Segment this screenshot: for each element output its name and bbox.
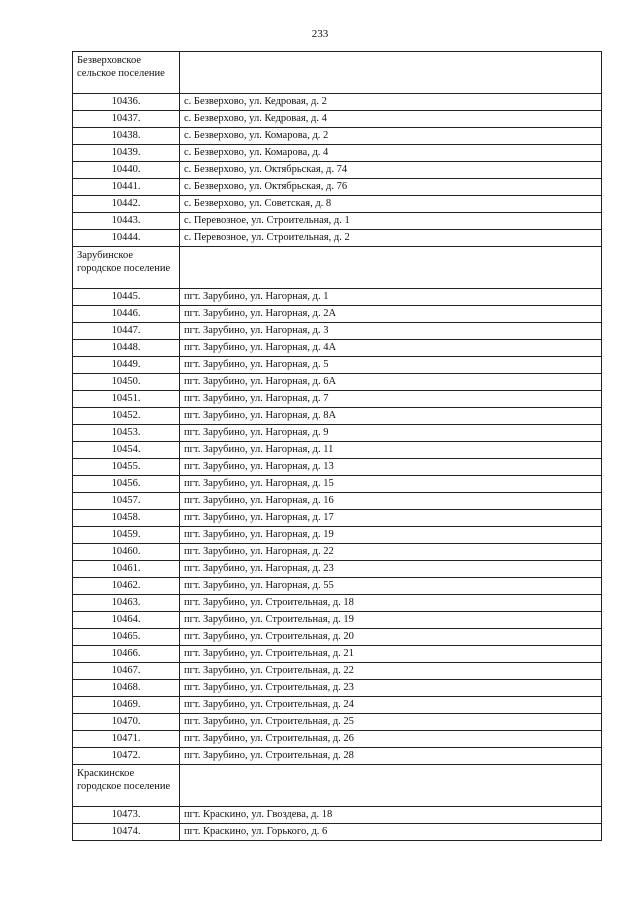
row-number: 10464. [73, 612, 180, 629]
table-row [73, 145, 602, 162]
row-number: 10472. [73, 748, 180, 765]
row-number: 10458. [73, 510, 180, 527]
row-address: пгт. Зарубино, ул. Нагорная, д. 22 [180, 544, 602, 561]
row-number: 10447. [73, 323, 180, 340]
table-row [73, 807, 602, 824]
row-number: 10451. [73, 391, 180, 408]
row-address: с. Безверхово, ул. Комарова, д. 4 [180, 145, 602, 162]
row-number: 10455. [73, 459, 180, 476]
row-address: пгт. Зарубино, ул. Строительная, д. 20 [180, 629, 602, 646]
row-number: 10440. [73, 162, 180, 179]
table-row [73, 323, 602, 340]
table-row [73, 595, 602, 612]
section-name: Безверховское сельское поселение [73, 52, 180, 94]
row-number: 10456. [73, 476, 180, 493]
row-address: пгт. Зарубино, ул. Нагорная, д. 19 [180, 527, 602, 544]
row-number: 10438. [73, 128, 180, 145]
registry-table-body [73, 52, 602, 841]
row-number: 10466. [73, 646, 180, 663]
row-address: пгт. Зарубино, ул. Нагорная, д. 23 [180, 561, 602, 578]
row-address: пгт. Краскино, ул. Гвоздева, д. 18 [180, 807, 602, 824]
row-address: пгт. Зарубино, ул. Нагорная, д. 16 [180, 493, 602, 510]
row-number: 10459. [73, 527, 180, 544]
page-number: 233 [311, 28, 329, 40]
row-address: с. Безверхово, ул. Комарова, д. 2 [180, 128, 602, 145]
row-address: с. Перевозное, ул. Строительная, д. 1 [180, 213, 602, 230]
row-address: с. Перевозное, ул. Строительная, д. 2 [180, 230, 602, 247]
row-number: 10436. [73, 94, 180, 111]
table-row [73, 476, 602, 493]
table-row [73, 230, 602, 247]
table-row [73, 663, 602, 680]
table-row [73, 408, 602, 425]
row-address: пгт. Зарубино, ул. Нагорная, д. 13 [180, 459, 602, 476]
row-address: пгт. Зарубино, ул. Нагорная, д. 9 [180, 425, 602, 442]
table-row [73, 714, 602, 731]
row-address: пгт. Зарубино, ул. Строительная, д. 21 [180, 646, 602, 663]
housing-registry-table [72, 51, 602, 841]
row-address: пгт. Зарубино, ул. Нагорная, д. 17 [180, 510, 602, 527]
row-address: с. Безверхово, ул. Кедровая, д. 2 [180, 94, 602, 111]
table-row [73, 510, 602, 527]
row-address: пгт. Зарубино, ул. Нагорная, д. 4А [180, 340, 602, 357]
row-address: пгт. Зарубино, ул. Нагорная, д. 1 [180, 289, 602, 306]
row-number: 10441. [73, 179, 180, 196]
row-address: пгт. Зарубино, ул. Нагорная, д. 55 [180, 578, 602, 595]
table-row [73, 128, 602, 145]
table-row [73, 544, 602, 561]
row-number: 10448. [73, 340, 180, 357]
table-row [73, 357, 602, 374]
row-number: 10471. [73, 731, 180, 748]
table-row [73, 340, 602, 357]
row-number: 10460. [73, 544, 180, 561]
table-row [73, 425, 602, 442]
row-address: с. Безверхово, ул. Кедровая, д. 4 [180, 111, 602, 128]
row-address: пгт. Зарубино, ул. Строительная, д. 23 [180, 680, 602, 697]
row-address: пгт. Зарубино, ул. Строительная, д. 26 [180, 731, 602, 748]
section-empty-cell [180, 765, 602, 807]
row-number: 10454. [73, 442, 180, 459]
row-number: 10470. [73, 714, 180, 731]
row-address: пгт. Зарубино, ул. Нагорная, д. 3 [180, 323, 602, 340]
row-number: 10449. [73, 357, 180, 374]
row-address: с. Безверхово, ул. Советская, д. 8 [180, 196, 602, 213]
row-address: пгт. Зарубино, ул. Нагорная, д. 6А [180, 374, 602, 391]
row-number: 10452. [73, 408, 180, 425]
row-number: 10437. [73, 111, 180, 128]
row-number: 10443. [73, 213, 180, 230]
row-number: 10463. [73, 595, 180, 612]
row-address: с. Безверхово, ул. Октябрьская, д. 76 [180, 179, 602, 196]
row-address: пгт. Зарубино, ул. Нагорная, д. 11 [180, 442, 602, 459]
table-row [73, 612, 602, 629]
row-number: 10467. [73, 663, 180, 680]
table-row [73, 306, 602, 323]
table-row [73, 374, 602, 391]
section-header-row [73, 247, 602, 289]
row-number: 10461. [73, 561, 180, 578]
table-row [73, 179, 602, 196]
row-number: 10453. [73, 425, 180, 442]
table-row [73, 646, 602, 663]
row-address: пгт. Зарубино, ул. Строительная, д. 25 [180, 714, 602, 731]
row-address: пгт. Зарубино, ул. Строительная, д. 19 [180, 612, 602, 629]
table-row [73, 680, 602, 697]
row-number: 10468. [73, 680, 180, 697]
row-address: пгт. Зарубино, ул. Нагорная, д. 8А [180, 408, 602, 425]
row-number: 10465. [73, 629, 180, 646]
section-header-row [73, 52, 602, 94]
table-row [73, 213, 602, 230]
row-address: с. Безверхово, ул. Октябрьская, д. 74 [180, 162, 602, 179]
table-row [73, 196, 602, 213]
row-number: 10446. [73, 306, 180, 323]
section-header-row [73, 765, 602, 807]
section-empty-cell [180, 52, 602, 94]
row-number: 10450. [73, 374, 180, 391]
table-row [73, 561, 602, 578]
section-name: Зарубинское городское поселение [73, 247, 180, 289]
table-row [73, 527, 602, 544]
table-row [73, 748, 602, 765]
row-number: 10457. [73, 493, 180, 510]
row-number: 10462. [73, 578, 180, 595]
row-address: пгт. Зарубино, ул. Строительная, д. 18 [180, 595, 602, 612]
table-row [73, 289, 602, 306]
table-row [73, 629, 602, 646]
row-number: 10473. [73, 807, 180, 824]
row-address: пгт. Зарубино, ул. Нагорная, д. 15 [180, 476, 602, 493]
table-row [73, 391, 602, 408]
section-name: Краскинское городское поселение [73, 765, 180, 807]
row-number: 10474. [73, 824, 180, 841]
table-row [73, 442, 602, 459]
row-number: 10439. [73, 145, 180, 162]
row-address: пгт. Зарубино, ул. Строительная, д. 24 [180, 697, 602, 714]
row-address: пгт. Зарубино, ул. Нагорная, д. 2А [180, 306, 602, 323]
row-number: 10444. [73, 230, 180, 247]
table-row [73, 824, 602, 841]
row-number: 10442. [73, 196, 180, 213]
row-address: пгт. Зарубино, ул. Строительная, д. 22 [180, 663, 602, 680]
table-row [73, 493, 602, 510]
row-address: пгт. Зарубино, ул. Нагорная, д. 7 [180, 391, 602, 408]
table-row [73, 162, 602, 179]
table-row [73, 94, 602, 111]
row-address: пгт. Зарубино, ул. Нагорная, д. 5 [180, 357, 602, 374]
table-row [73, 731, 602, 748]
table-row [73, 111, 602, 128]
table-row [73, 578, 602, 595]
row-number: 10469. [73, 697, 180, 714]
table-row [73, 459, 602, 476]
row-address: пгт. Зарубино, ул. Строительная, д. 28 [180, 748, 602, 765]
row-number: 10445. [73, 289, 180, 306]
row-address: пгт. Краскино, ул. Горького, д. 6 [180, 824, 602, 841]
section-empty-cell [180, 247, 602, 289]
table-row [73, 697, 602, 714]
